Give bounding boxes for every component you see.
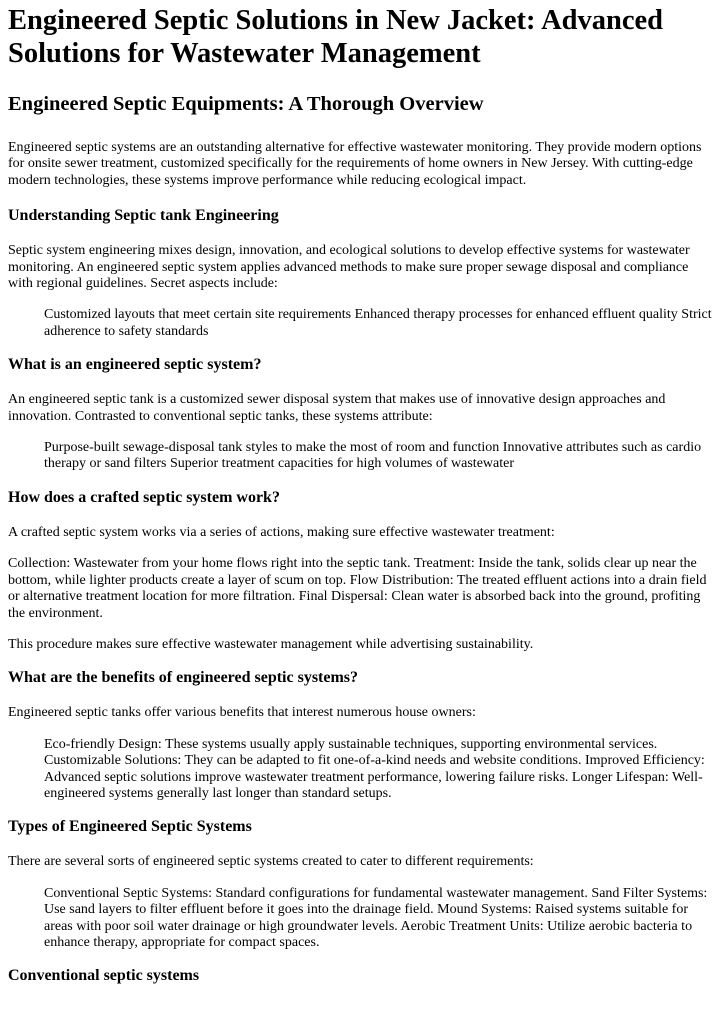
how-works-paragraph-1: A crafted septic system works via a series of actions, making sure effective wastewater treatment: (8, 524, 555, 540)
types-paragraph: There are several sorts of engineered septic systems created to cater to different requirements: (8, 854, 534, 870)
benefits-paragraph: Engineered septic tanks offer various benefits that interest numerous house owners: (8, 705, 476, 721)
section-heading-conventional: Conventional septic systems (8, 967, 200, 985)
types-list: Conventional Septic Systems: Standard configurations for fundamental wastewater management. Sand Filter Systems: Use sand layers to filter effluent before it goes into the drainage field. Mound Systems: Raised systems suitable for areas with poor soil water drainage or high groundwater levels. Aerobic Treatment Units: Utilize aerobic bacteria to enhance therapy, appropriate for compact spaces. (44, 885, 708, 950)
section-heading-types: Types of Engineered Septic Systems (8, 818, 252, 836)
article (0, 4, 720, 986)
section-heading-understanding: Understanding Septic tank Engineering (8, 207, 279, 225)
section-heading-overview: Engineered Septic Equipments: A Thorough Overview (8, 93, 484, 115)
overview-paragraph: Engineered septic systems are an outstanding alternative for effective wastewater monitoring. They provide modern options for onsite sewer treatment, customized specifically for the requirements of home owners in New Jersey. With cutting-edge modern technologies, these systems improve performance while reducing ecological impact. (8, 140, 702, 188)
section-heading-how-works: How does a crafted septic system work? (8, 488, 280, 506)
understanding-list: Customized layouts that meet certain site requirements Enhanced therapy processes for enhanced effluent quality Strict adherence to safety standards (44, 307, 712, 339)
understanding-paragraph: Septic system engineering mixes design, innovation, and ecological solutions to develop effective systems for wastewater monitoring. An engineered septic system applies advanced methods to make sure proper sewage disposal and compliance with regional guidelines. Secret aspects include: (8, 243, 690, 292)
how-works-paragraph-2: Collection: Wastewater from your home flows right into the septic tank. Treatment: Inside the tank, solids clear up near the bottom, while lighter products create a layer of scum on top. Flow Distribution: The treated effluent actions into a drain field or alternative treatment location for more filtration. Final Dispersal: Clean water is absorbed back into the ground, profiting the environment. (8, 556, 707, 621)
section-heading-benefits: What are the benefits of engineered septic systems? (8, 669, 359, 687)
what-is-list: Purpose-built sewage-disposal tank styles to make the most of room and function Innovative attributes such as cardio therapy or sand filters Superior treatment capacities for high volumes of wastewater (44, 440, 702, 472)
page-title: Engineered Septic Solutions in New Jacket: Advanced Solutions for Wastewater Management (8, 5, 664, 69)
how-works-paragraph-3: This procedure makes sure effective wastewater management while advertising sustainability. (8, 636, 534, 652)
what-is-paragraph: An engineered septic tank is a customized sewer disposal system that makes use of innovative design approaches and innovation. Contrasted to conventional septic tanks, these systems attribute: (8, 392, 666, 424)
benefits-list: Eco-friendly Design: These systems usually apply sustainable techniques, supporting environmental services. Customizable Solutions: They can be adapted to fit one-of-a-kind needs and website conditions. Improved Efficiency: Advanced septic solutions improve wastewater treatment performance, lowering failure risks. Longer Lifespan: Well-engineered systems generally last longer than standard setups. (44, 736, 705, 801)
section-heading-what-is: What is an engineered septic system? (8, 356, 262, 374)
